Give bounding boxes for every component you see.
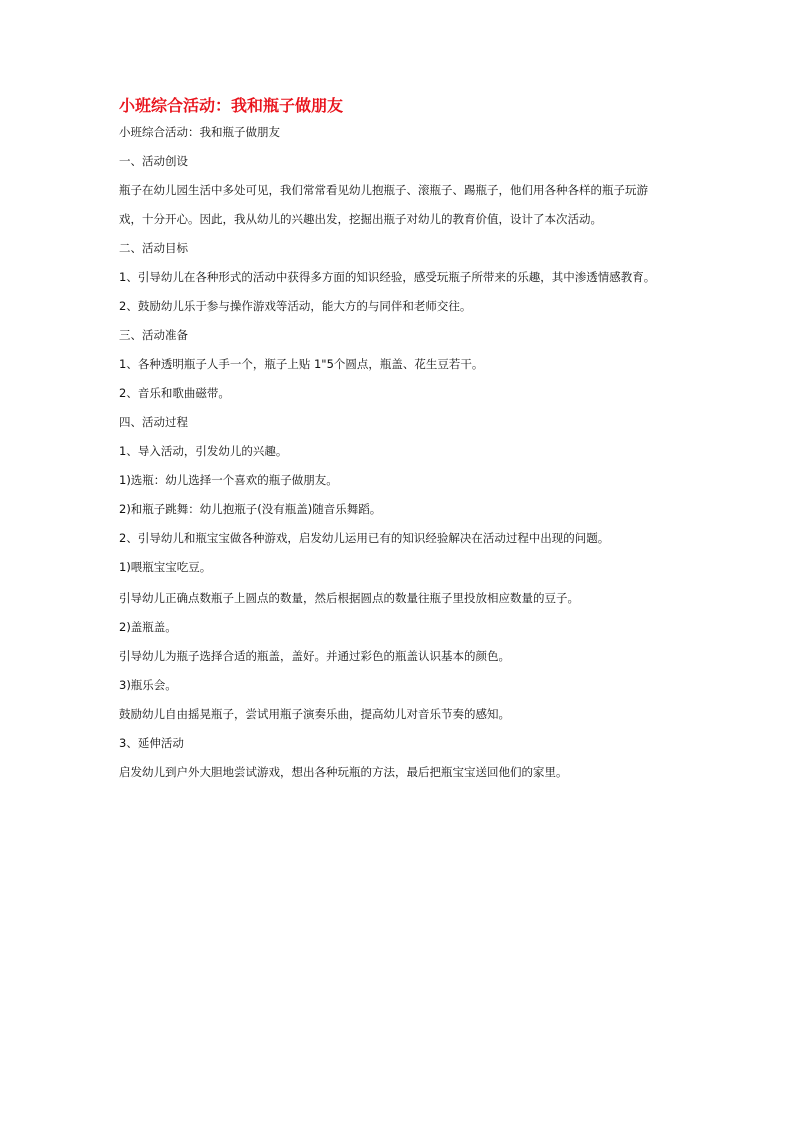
paragraph-line: 2)和瓶子跳舞：幼儿抱瓶子(没有瓶盖)随音乐舞蹈。: [119, 502, 382, 516]
paragraph-line: 戏，十分开心。因此，我从幼儿的兴趣出发，挖掘出瓶子对幼儿的教育价值，设计了本次活动。: [119, 212, 602, 226]
paragraph-line: 1、各种透明瓶子人手一个，瓶子上贴 1"5个圆点，瓶盖、花生豆若干。: [119, 357, 484, 371]
subtitle: 小班综合活动：我和瓶子做朋友: [119, 125, 280, 139]
section-heading: 3、延伸活动: [119, 736, 184, 750]
paragraph-line: 2、音乐和歌曲磁带。: [119, 386, 230, 400]
paragraph-line: 2、鼓励幼儿乐于参与操作游戏等活动，能大方的与同伴和老师交往。: [119, 299, 472, 313]
section-heading: 四、活动过程: [119, 415, 188, 429]
paragraph-line: 2)盖瓶盖。: [119, 620, 177, 634]
document-title: 小班综合活动：我和瓶子做朋友: [119, 96, 344, 115]
paragraph-line: 引导幼儿为瓶子选择合适的瓶盖，盖好。并通过彩色的瓶盖认识基本的颜色。: [119, 649, 510, 663]
paragraph-line: 引导幼儿正确点数瓶子上圆点的数量，然后根据圆点的数量往瓶子里投放相应数量的豆子。: [119, 591, 579, 605]
section-heading: 一、活动创设: [119, 154, 188, 168]
section-heading: 三、活动准备: [119, 328, 188, 342]
paragraph-line: 1)选瓶：幼儿选择一个喜欢的瓶子做朋友。: [119, 473, 338, 487]
paragraph-line: 3)瓶乐会。: [119, 678, 177, 692]
paragraph-line: 1)喂瓶宝宝吃豆。: [119, 560, 212, 574]
section-heading: 二、活动目标: [119, 241, 188, 255]
paragraph-line: 1、导入活动，引发幼儿的兴趣。: [119, 444, 288, 458]
paragraph-line: 2、引导幼儿和瓶宝宝做各种游戏，启发幼儿运用已有的知识经验解决在活动过程中出现的问题。: [119, 531, 610, 545]
paragraph-line: 启发幼儿到户外大胆地尝试游戏，想出各种玩瓶的方法，最后把瓶宝宝送回他们的家里。: [119, 765, 568, 779]
paragraph-line: 鼓励幼儿自由摇晃瓶子，尝试用瓶子演奏乐曲，提高幼儿对音乐节奏的感知。: [119, 707, 510, 721]
paragraph-line: 1、引导幼儿在各种形式的活动中获得多方面的知识经验，感受玩瓶子所带来的乐趣，其中渗透情感教育。: [119, 270, 656, 284]
paragraph-line: 瓶子在幼儿园生活中多处可见，我们常常看见幼儿抱瓶子、滚瓶子、踢瓶子，他们用各种各样的瓶子玩游: [119, 183, 648, 197]
